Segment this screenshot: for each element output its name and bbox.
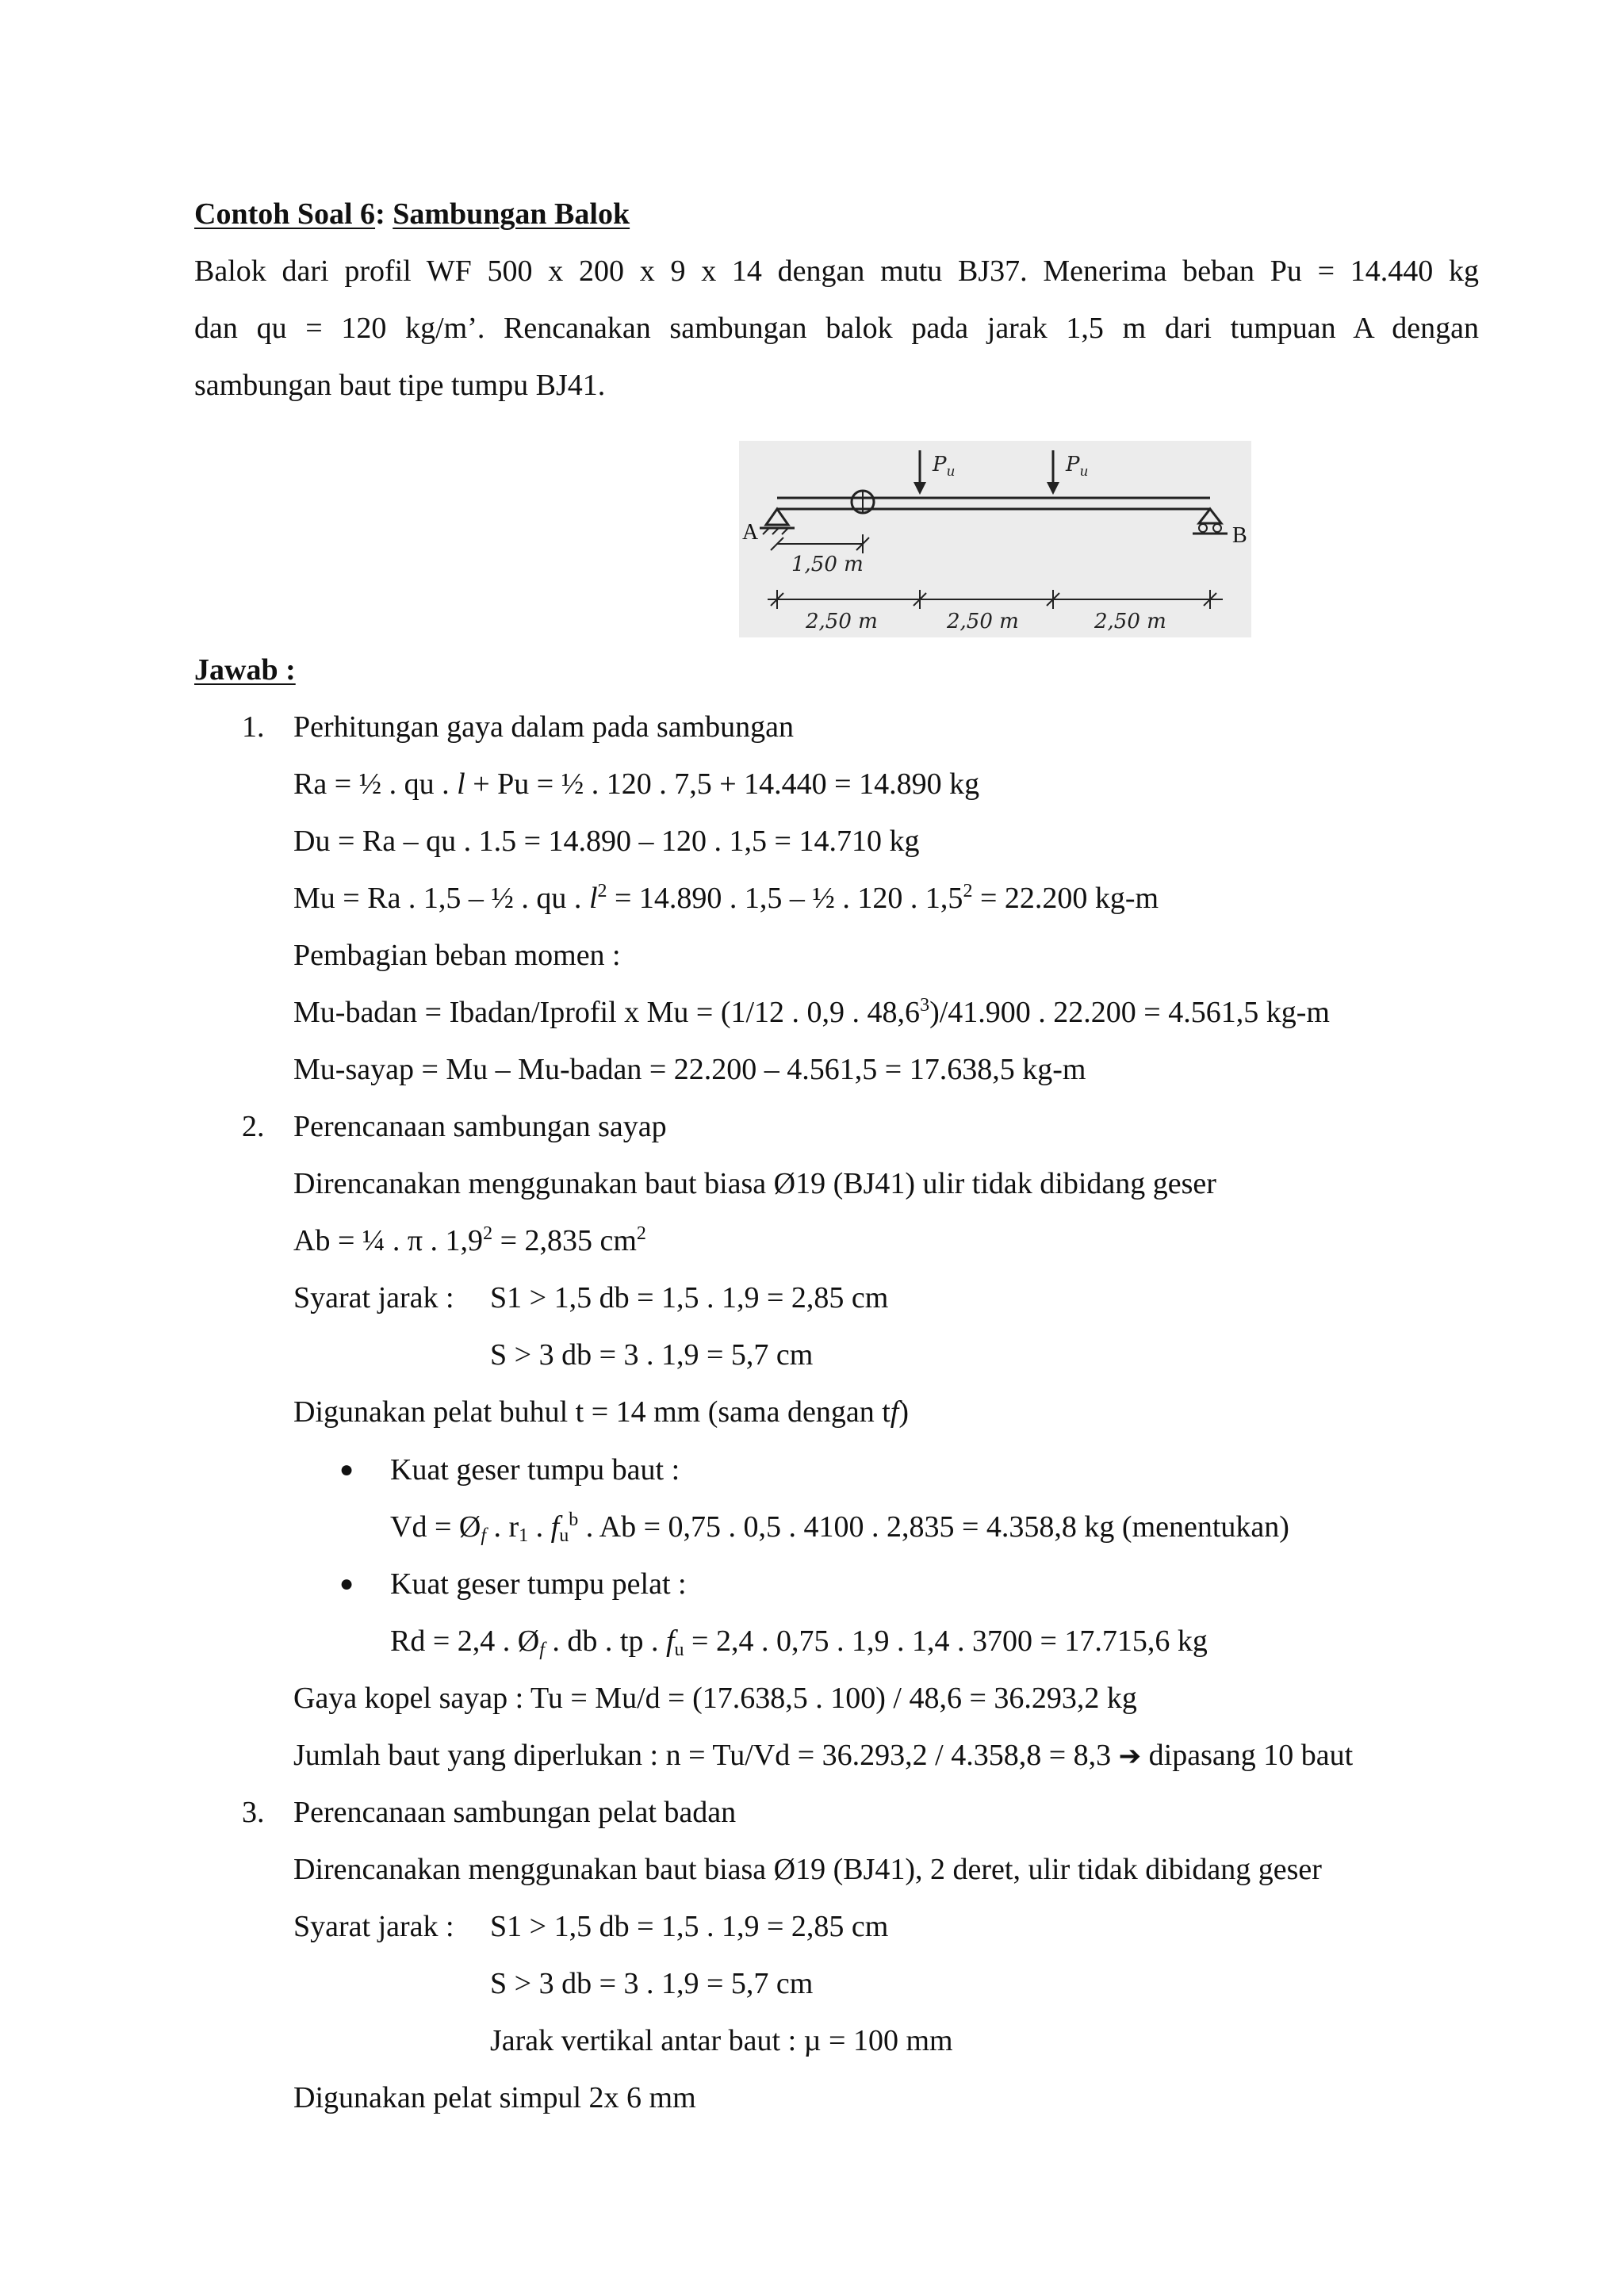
s2-pelat: Digunakan pelat buhul t = 14 mm (sama dengan tf) (293, 1395, 909, 1429)
s3-syarat-1: S1 > 1,5 db = 1,5 . 1,9 = 2,85 cm (490, 1910, 889, 1943)
support-a-label: A (742, 520, 759, 545)
s3-plan: Direncanakan menggunakan baut biasa Ø19 (BJ41), 2 deret, ulir tidak dibidang geser (293, 1853, 1322, 1886)
s2-title: Perencanaan sambungan sayap (293, 1110, 667, 1143)
beam-diagram (739, 441, 1251, 637)
s2-syarat-label: Syarat jarak : (293, 1281, 454, 1314)
s2-number: 2. (242, 1110, 265, 1143)
s1-mu-badan: Mu-badan = Ibadan/Iprofil x Mu = (1/12 . 0,9 . 48,6$^3$)/41.900 . 22.200 = 4.561,5 kg-m (293, 995, 1330, 1029)
heading-topic: Sambungan Balok (393, 197, 630, 231)
bullet-dot-1: ● (339, 1456, 354, 1483)
s2-syarat-2: S > 3 db = 3 . 1,9 = 5,7 cm (490, 1338, 814, 1372)
problem-line-2: dan qu = 120 kg/m’. Rencanakan sambungan balok pada jarak 1,5 m dari tumpuan A dengan (194, 312, 1479, 345)
s3-number: 3. (242, 1796, 265, 1829)
load-arrowhead-1 (914, 482, 926, 495)
s2-syarat-1: S1 > 1,5 db = 1,5 . 1,9 = 2,85 cm (490, 1281, 889, 1314)
problem-line-1: Balok dari profil WF 500 x 200 x 9 x 14 dengan mutu BJ37. Menerima beban Pu = 14.440 kg (194, 254, 1479, 288)
s1-mu-sayap: Mu-sayap = Mu – Mu-badan = 22.200 – 4.561,5 = 17.638,5 kg-m (293, 1053, 1086, 1086)
support-a (766, 509, 788, 525)
s2-jumlah: Jumlah baut yang diperlukan : n = Tu/Vd = 36.293,2 / 4.358,8 = 8,3 ➔ dipasang 10 baut (293, 1739, 1354, 1772)
support-b-label: B (1232, 523, 1247, 548)
s3-pelat: Digunakan pelat simpul 2x 6 mm (293, 2081, 696, 2114)
s1-number: 1. (242, 710, 265, 744)
s2-ab: Ab = ¼ . π . $1,9^2 = 2,835$ $cm^2$ (293, 1223, 646, 1257)
dim-span-2-label: 2,50 m (947, 610, 1019, 633)
s1-mu: Mu = Ra . 1,5 – ½ . qu . $l^2 = 14.890$ . 1,5 – ½ . 120 . $1,5^2 = 22.200$ kg-m (293, 881, 1159, 915)
load-arrowhead-2 (1047, 482, 1059, 495)
s1-ra: Ra = ½ . qu . l + Pu = ½ . 120 . 7,5 + 14.440 = 14.890 kg (293, 767, 980, 801)
s1-title: Perhitungan gaya dalam pada sambungan (293, 710, 795, 744)
s3-syarat-label: Syarat jarak : (293, 1910, 454, 1943)
answer-title: Jawab : (194, 653, 296, 687)
s2-plan: Direncanakan menggunakan baut biasa Ø19 (BJ41) ulir tidak dibidang geser (293, 1167, 1216, 1200)
heading (194, 195, 630, 233)
dim-span-3-label: 2,50 m (1094, 610, 1166, 633)
dim-span-1-label: 2,50 m (806, 610, 878, 633)
load-label-2: $P_u$ (1066, 453, 1089, 480)
s2-bullet-2: Kuat geser tumpu pelat : (390, 1567, 687, 1601)
s3-title: Perencanaan sambungan pelat badan (293, 1796, 737, 1829)
support-b (1199, 509, 1221, 523)
heading-separator: : (375, 197, 393, 231)
bullet-dot-2: ● (339, 1571, 354, 1597)
dim-splice-label: 1,50 m (791, 553, 864, 576)
heading-prefix: Contoh Soal 6 (194, 197, 376, 231)
problem-line-3: sambungan baut tipe tumpu BJ41. (194, 369, 606, 402)
s2-kopel: Gaya kopel sayap : Tu = Mu/d = (17.638,5 . 100) / 48,6 = 36.293,2 kg (293, 1682, 1137, 1715)
s1-split: Pembagian beban momen : (293, 939, 621, 972)
s2-vd: $Vd = Ø_f$ . $r_1$ . $f_u^b$ . Ab = 0,75 . 0,5 . 4100 . 2,835 = 4.358,8 kg (menentukan) (390, 1510, 1289, 1546)
s3-syarat-2: S > 3 db = 3 . 1,9 = 5,7 cm (490, 1967, 814, 2000)
s2-rd: Rd = 2,4 . $Ø_f$ . db . tp . $f_u = 2,4$ . 0,75 . 1,9 . 1,4 . 3700 = 17.715,6 kg (390, 1624, 1208, 1660)
beam-diagram-svg (739, 441, 1251, 637)
s3-syarat-3: Jarak vertikal antar baut : µ = 100 mm (490, 2024, 953, 2057)
s2-bullet-1: Kuat geser tumpu baut : (390, 1453, 680, 1487)
arrow-icon: ➔ (1118, 1740, 1142, 1772)
s1-du: Du = Ra – qu . 1.5 = 14.890 – 120 . 1,5 = 14.710 kg (293, 825, 920, 858)
load-label-1: $P_u$ (933, 453, 956, 480)
